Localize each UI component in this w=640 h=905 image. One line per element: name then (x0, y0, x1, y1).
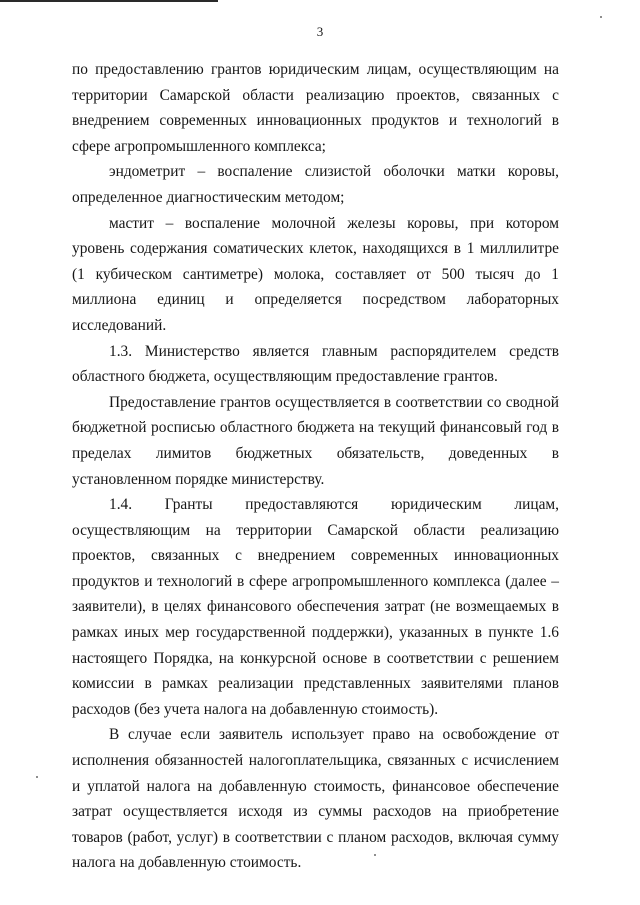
top-rule (0, 0, 218, 2)
paragraph-vat-exemption: В случае если заявитель использует право на освобождение от исполнения обязанностей налогоплательщика, связанных с исчислением и уплатой налога на добавленную стоимость, финансовое обеспечение затрат осуществляется исходя из суммы расходов на приобретение товаров (работ, услуг) в соответствии с планом расходов, включая сумму налога на добавленную стоимость. (72, 726, 559, 872)
paragraph-grants-definition-continuation: по предоставлению грантов юридическим лицам, осуществляющим на территории Самарской области реализацию проектов, связанных с внедрением современных инновационных продуктов и технологий в сфере агропромышленного комплекса; (72, 61, 559, 155)
paragraph-section-1-4: 1.4. Гранты предоставляются юридическим лицам, осуществляющим на территории Самарской области реализацию проектов, связанных с внедрением современных инновационных продуктов и технологий в сфере агропромышленного комплекса (далее – заявители), в целях финансового обеспечения затрат (не возмещаемых в рамках иных мер государственной поддержки), указанных в пункте 1.6 настоящего Порядка, на конкурсной основе в соответствии с решением комиссии в рамках реализации представленных заявителями планов расходов (без учета налога на добавленную стоимость). (72, 496, 559, 718)
paragraph-budget-provision: Предоставление грантов осуществляется в соответствии со сводной бюджетной росписью областного бюджета на текущий финансовый год в пределах лимитов бюджетных обязательств, доведенных в установленном порядке министерству. (72, 393, 559, 488)
scan-speck (374, 854, 376, 856)
scan-speck (36, 776, 38, 778)
paragraph-mastitis-definition: мастит – воспаление молочной железы коровы, при котором уровень содержания соматических клеток, находящихся в 1 миллилитре (1 кубическом сантиметре) молока, составляет от 500 тысяч до 1 миллиона единиц и определяется посредством лабораторных исследований. (72, 214, 559, 334)
paragraph-section-1-3: 1.3. Министерство является главным распорядителем средств областного бюджета, осуществляющим предоставление грантов. (72, 342, 559, 386)
page-number: 3 (316, 24, 324, 39)
scan-speck (600, 16, 602, 18)
document-body (72, 57, 559, 876)
paragraph-endometritis-definition: эндометрит – воспаление слизистой оболочки матки коровы, определенное диагностическим методом; (72, 163, 559, 206)
